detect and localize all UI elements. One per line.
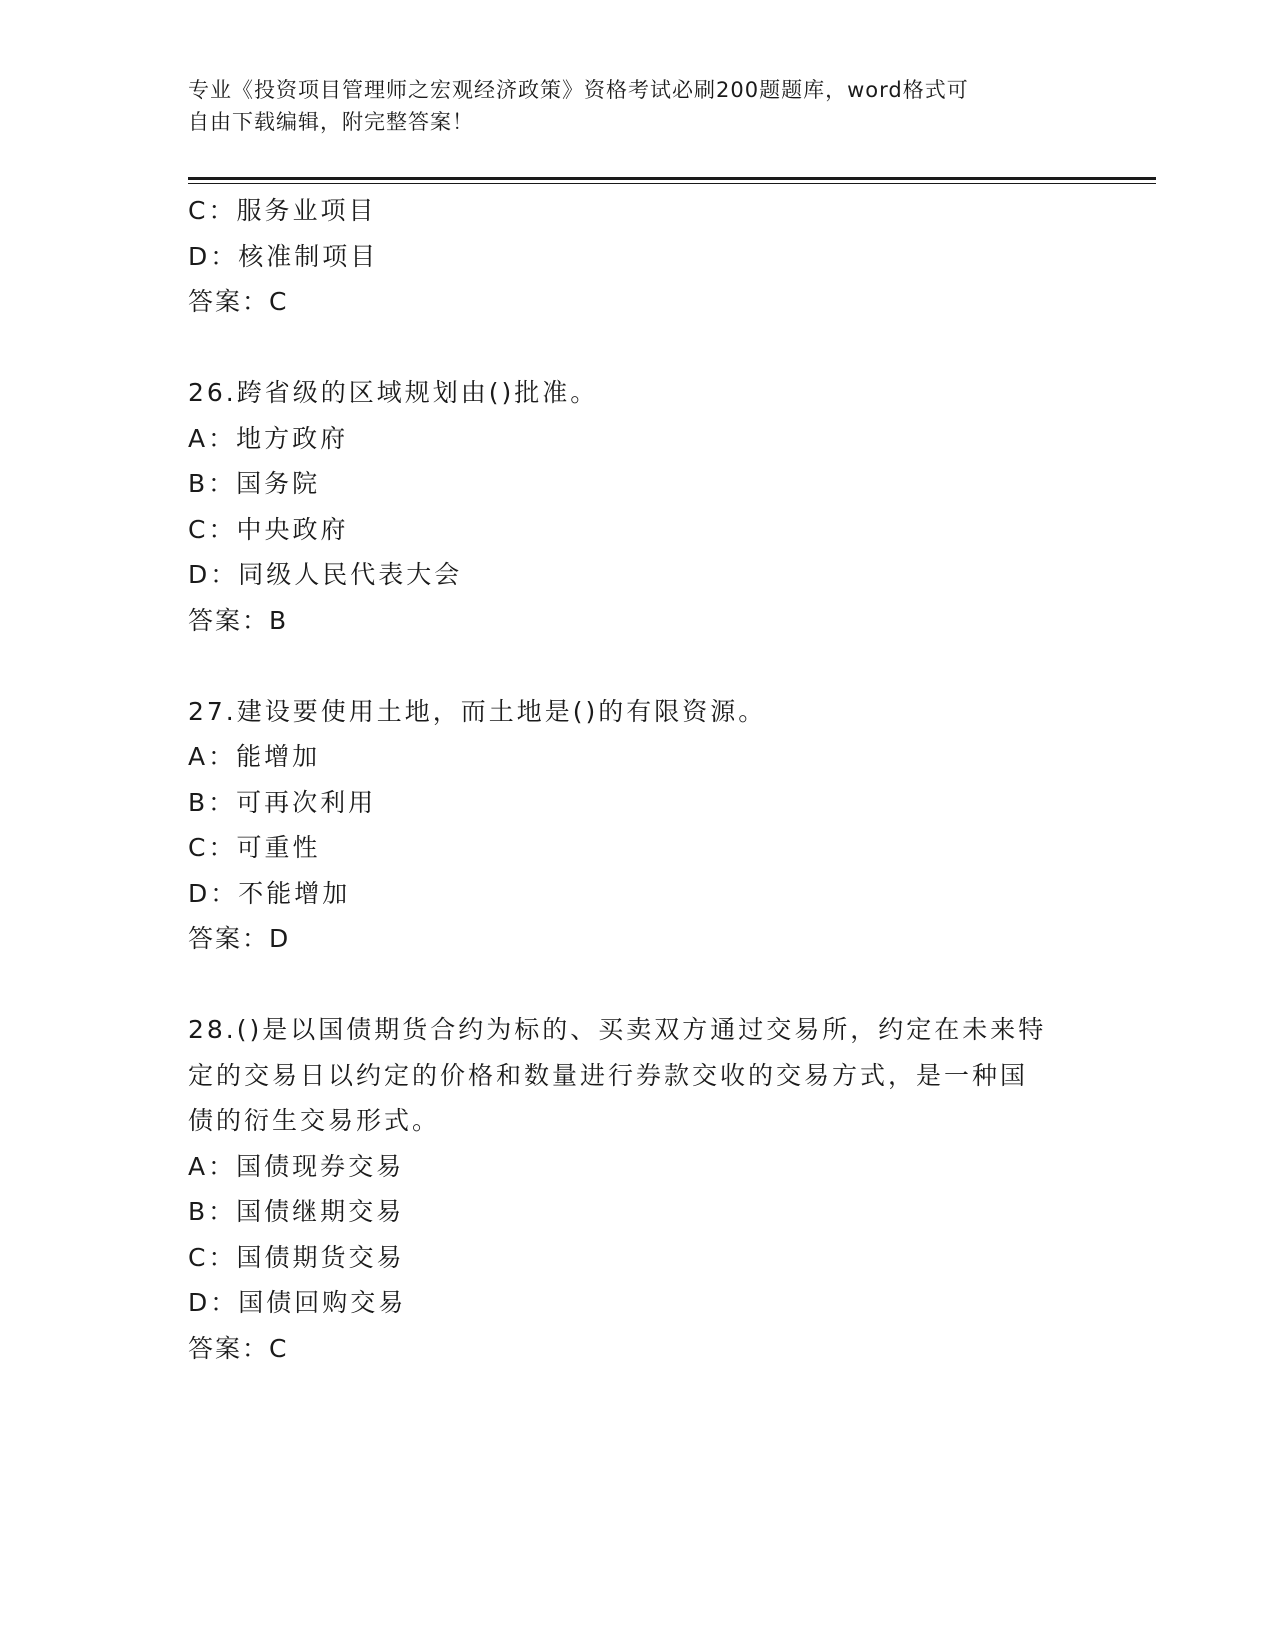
option-d: D：同级人民代表大会: [188, 560, 463, 589]
answer: 答案：C: [188, 287, 289, 316]
question-26: [188, 370, 1088, 643]
spacer: [188, 643, 1088, 689]
question-content: [188, 188, 1088, 1371]
spacer: [188, 962, 1088, 1008]
question-stem-line-1: 28.()是以国债期货合约为标的、买卖双方通过交易所，约定在未来特: [188, 1015, 1047, 1044]
question-stem: 27.建设要使用土地，而土地是()的有限资源。: [188, 696, 767, 726]
header-line-1: 专业《投资项目管理师之宏观经济政策》资格考试必刷200题题库，word格式可: [188, 78, 969, 102]
option-d: D：核准制项目: [188, 241, 379, 271]
question-27: [188, 689, 1088, 962]
answer: 答案：B: [188, 605, 289, 635]
header-line-2: 自由下载编辑，附完整答案！: [188, 110, 474, 134]
question-stem-line-2: 定的交易日以约定的价格和数量进行券款交收的交易方式，是一种国: [188, 1060, 1029, 1090]
option-a: A：地方政府: [188, 423, 349, 453]
header-divider-thick: [188, 177, 1156, 180]
option-b: B：国债继期交易: [188, 1197, 405, 1226]
question-stem: 26.跨省级的区域规划由()批准。: [188, 378, 599, 407]
header-divider-thin: [188, 183, 1156, 184]
option-b: B：可再次利用: [188, 787, 377, 817]
option-c: C：中央政府: [188, 514, 349, 544]
question-28: [188, 1007, 1088, 1371]
option-a: A：能增加: [188, 742, 321, 771]
option-b: B：国务院: [188, 469, 321, 498]
option-d: D：国债回购交易: [188, 1288, 407, 1317]
spacer: [188, 325, 1088, 371]
answer: 答案：D: [188, 924, 291, 953]
option-c: C：国债期货交易: [188, 1242, 405, 1272]
option-d: D：不能增加: [188, 878, 351, 908]
question-25-continued: [188, 188, 1088, 325]
answer: 答案：C: [188, 1333, 289, 1363]
option-c: C：服务业项目: [188, 196, 377, 225]
question-stem-line-3: 债的衍生交易形式。: [188, 1106, 441, 1135]
option-a: A：国债现券交易: [188, 1151, 405, 1181]
option-c: C：可重性: [188, 833, 321, 862]
page-header: [188, 74, 1068, 138]
